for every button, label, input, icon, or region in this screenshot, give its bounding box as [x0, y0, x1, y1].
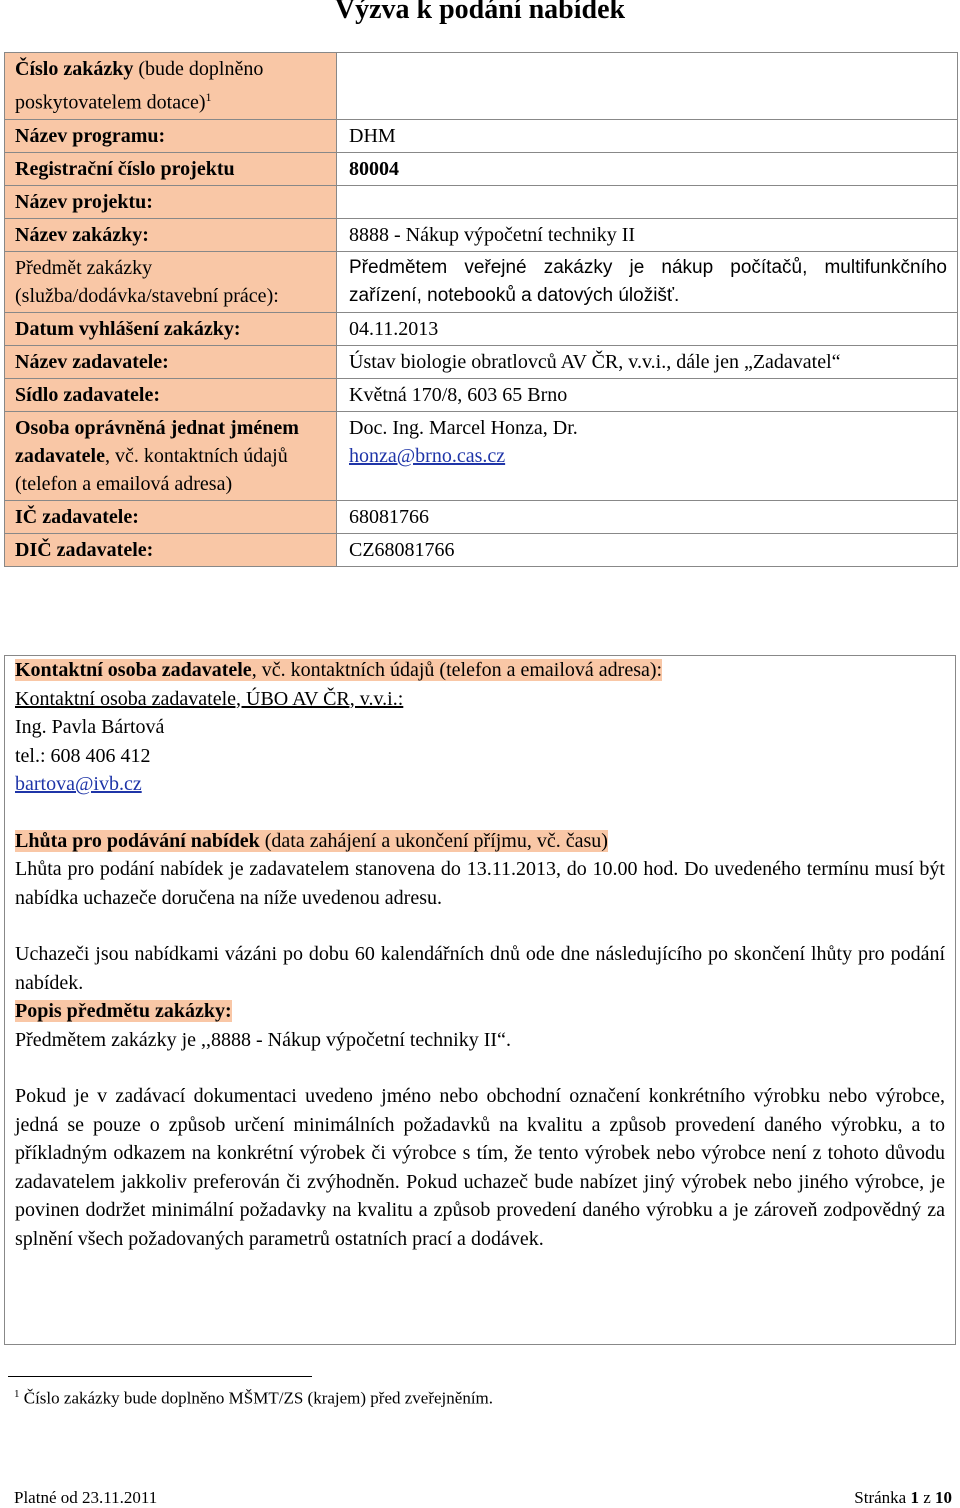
description-text: Předmětem zakázky je ,,8888 - Nákup výpočetní techniky II“.: [15, 1028, 511, 1051]
authorized-person-name: Doc. Ing. Marcel Honza, Dr.: [349, 416, 578, 439]
table-row: [5, 152, 958, 185]
date-value: 04.11.2013: [337, 312, 958, 345]
contracting-authority-value: Ústav biologie obratlovců AV ČR, v.v.i., dále jen „Zadavatel“: [337, 345, 958, 378]
reg-number-label: Registrační číslo projektu: [5, 152, 337, 185]
contact-heading: Kontaktní osoba zadavatele, vč. kontaktních údajů (telefon a emailová adresa):: [15, 659, 663, 681]
deadline-text: Lhůta pro podání nabídek je zadavatelem stanovena do 13.11.2013, do 10.00 hod. Do uvedeného termínu musí být nabídka uchazeče doručena na níže uvedenou adresu.: [15, 858, 945, 909]
subject-value: Předmětem veřejné zakázky je nákup počítačů, multifunkčního zařízení, notebooků a datových úložišť.: [337, 251, 958, 312]
contact-name: Ing. Pavla Bártová: [15, 716, 165, 738]
subject-label: Předmět zakázky (služba/dodávka/stavební práce):: [5, 251, 337, 312]
table-row: [5, 345, 958, 378]
binding-period-text: Uchazeči jsou nabídkami vázáni po dobu 60 kalendářních dnů ode dne následujícího po skončení lhůty pro podání nabídek.: [15, 943, 945, 994]
contract-name-value: 8888 - Nákup výpočetní techniky II: [337, 218, 958, 251]
contact-phone: tel.: 608 406 412: [15, 744, 151, 767]
table-row: [5, 119, 958, 152]
contract-info-table: [4, 52, 958, 567]
details-box: [4, 655, 956, 1345]
footnote-divider: [8, 1376, 312, 1377]
seat-label: Sídlo zadavatele:: [5, 378, 337, 411]
deadline-heading: Lhůta pro podávání nabídek (data zahájení a ukončení příjmu, vč. času): [15, 829, 608, 852]
footer-valid-from: Platné od 23.11.2011: [14, 1488, 158, 1507]
contract-number-value: [337, 53, 958, 120]
date-label: Datum vyhlášení zakázky:: [5, 312, 337, 345]
seat-value: Květná 170/8, 603 65 Brno: [337, 378, 958, 411]
project-value: [337, 185, 958, 218]
table-row: [5, 53, 958, 120]
contract-number-label: Číslo zakázky (bude doplněno poskytovatelem dotace)$^1$: [5, 53, 337, 120]
table-row: [5, 378, 958, 411]
table-row: [5, 533, 958, 566]
contract-name-label: Název zakázky:: [5, 218, 337, 251]
description-note: Pokud je v zadávací dokumentaci uvedeno jméno nebo obchodní označení konkrétního výrobku nebo výrobce, jedná se pouze o způsob určení minimálních požadavků na kvalitu a způsob provedení daného výrobku, a to příkladným odkazem na konkrétní výrobek či výrobce s tím, že tento výrobek nebo výrobce není z tohoto důvodu zadavatelem jakkoliv preferován či zvýhodněn. Pokud uchazeč bude nabízet jiný výrobek nebo jiného výrobce, je povinen dodržet minimální požadavky na kvalitu a způsob provedení daného výrobku a je zároveň zodpovědný za splnění všech požadovaných parametrů ostatních prací a dodávek.: [15, 1085, 945, 1250]
footnote: $^1$ Číslo zakázky bude doplněno MŠMT/ZS (krajem) před zveřejněním.: [14, 1388, 494, 1408]
table-row: [5, 251, 958, 312]
project-label: Název projektu:: [5, 185, 337, 218]
page-title: Výzva k podání nabídek: [334, 0, 626, 25]
program-label: Název programu:: [5, 119, 337, 152]
dic-value: CZ68081766: [337, 533, 958, 566]
description-heading: Popis předmětu zakázky:: [15, 1000, 232, 1022]
table-row: [5, 411, 958, 500]
ic-label: IČ zadavatele:: [5, 500, 337, 533]
authorized-person-value: [337, 411, 958, 500]
authorized-person-email-link[interactable]: honza@brno.cas.cz: [349, 444, 506, 467]
table-row: [5, 312, 958, 345]
reg-number-value: 80004: [337, 152, 958, 185]
table-row: [5, 185, 958, 218]
dic-label: DIČ zadavatele:: [5, 533, 337, 566]
contact-org-line: Kontaktní osoba zadavatele, ÚBO AV ČR, v.v.i.:: [15, 687, 404, 710]
table-row: [5, 218, 958, 251]
ic-value: 68081766: [337, 500, 958, 533]
footer-page-number: Stránka 1 z 10: [854, 1488, 952, 1507]
contracting-authority-label: Název zadavatele:: [5, 345, 337, 378]
contact-email-link[interactable]: bartova@ivb.cz: [15, 773, 142, 795]
footnote-ref: 1: [205, 90, 212, 104]
table-row: [5, 500, 958, 533]
authorized-person-label: Osoba oprávněná jednat jménem zadavatele, vč. kontaktních údajů (telefon a emailová adresa): [5, 411, 337, 500]
program-value: DHM: [337, 119, 958, 152]
